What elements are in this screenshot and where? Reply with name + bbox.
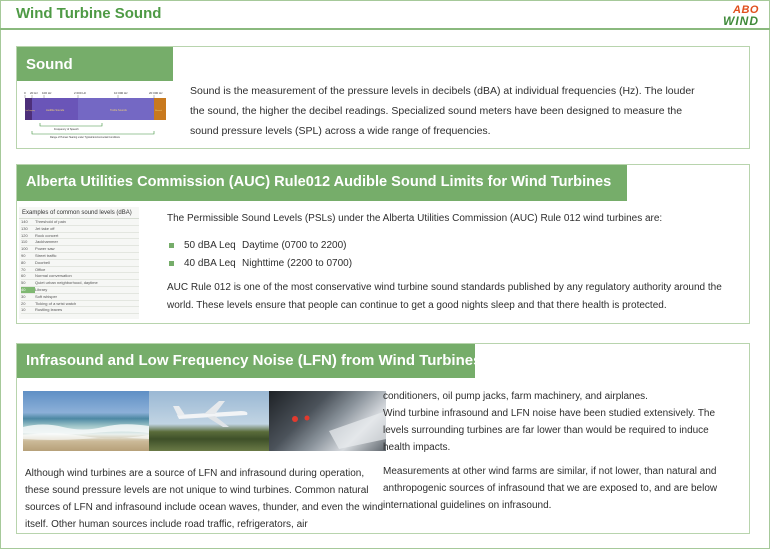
sound-level-db: 20	[21, 300, 35, 307]
limit-time: Daytime (0700 to 2200)	[242, 240, 347, 251]
infrasound-heading: Infrasound and Low Frequency Noise (LFN) from Wind Turbines	[26, 352, 482, 369]
sound-level-label: Office	[35, 266, 139, 273]
infrasound-photo-strip	[23, 391, 386, 451]
sound-level-row	[21, 246, 139, 253]
bullet-icon	[169, 261, 174, 266]
spectrum-hearing-label: Range of Human Hearing under Typical Environmental Conditions	[50, 136, 120, 139]
sound-frequency-spectrum-diagram	[22, 90, 168, 140]
sound-levels-title: Examples of common sound levels (dBA)	[19, 207, 139, 219]
sound-level-db: 100	[21, 246, 35, 253]
traffic-lights-graphic	[269, 391, 386, 451]
spectrum-band-low-frequency	[25, 98, 32, 120]
spectrum-band-label-ultrasound: Ultrasound	[155, 111, 162, 112]
ocean-waves-photo	[23, 391, 149, 451]
sound-level-row	[21, 307, 139, 314]
sound-level-db: 50	[21, 280, 35, 287]
airplane-icon	[149, 391, 269, 451]
sound-level-row	[21, 273, 139, 280]
infrasound-right-text-3: Measurements at other wind farms are similar, if not lower, than natural and anthropogenic sources of infrasound that we are exposed to, and are below international guidelines on infrasound.	[383, 466, 718, 511]
spectrum-band-label-treble: Treble Sounds	[110, 109, 127, 112]
sound-level-row	[21, 293, 139, 300]
wave-foam-graphic	[23, 391, 149, 451]
sound-section	[16, 46, 750, 149]
auc-rule-text: AUC Rule 012 is one of the most conservative wind turbine sound standards published by any regulatory authority around the world. These levels ensure that people can continue to get a good nights sleep and that there health is protected.	[167, 282, 722, 311]
sound-level-label: Normal conversation	[35, 273, 139, 280]
sound-levels-table	[19, 207, 139, 319]
sound-level-row	[21, 300, 139, 307]
sound-level-db: 110	[21, 239, 35, 246]
sound-heading-tab	[17, 47, 173, 81]
spectrum-band-label-audible: Audible Sounds	[46, 109, 65, 112]
auc-heading-tab	[17, 165, 627, 201]
page-header	[0, 0, 770, 30]
sound-level-label: Power saw	[35, 246, 139, 253]
sound-heading: Sound	[26, 56, 73, 73]
spectrum-band-ultrasound	[154, 98, 166, 120]
infrasound-left-text: Although wind turbines are a source of LFN and infrasound during operation, these sound pressure levels are not unique to wind turbines. Common natural sources of LFN and infrasound include ocean waves, thunder, and even the wind itself. Other human sources include road traffic, refrigerators, air	[25, 468, 384, 530]
sound-level-label: Doorbell	[35, 259, 139, 266]
sound-level-row	[21, 252, 139, 259]
spectrum-tick-0: 0	[24, 91, 26, 95]
sound-level-label: Threshold of pain	[35, 219, 139, 225]
sound-level-db: 60	[21, 273, 35, 280]
sound-level-row	[21, 266, 139, 273]
infrasound-right-text-2: Wind turbine infrasound and LFN noise have been studied extensively. The levels surrounding turbines are far lower than would be required to induce health impacts.	[383, 408, 716, 453]
sound-level-row	[21, 280, 139, 287]
sound-level-label: Rustling leaves	[35, 307, 139, 314]
sound-level-row	[21, 259, 139, 266]
spectrum-tick-2000hz: 2 000 Hz	[74, 91, 87, 95]
spectrum-tick-20000hz: 20 000 Hz	[149, 91, 163, 95]
infrasound-section	[16, 343, 750, 534]
sound-description: Sound is the measurement of the pressure levels in decibels (dBA) at individual frequencies (Hz). The louder the sound, the higher the decibel readings. Specialized sound meters have been designed to measure the sound pressure levels (SPL) across a wide range of frequencies.	[190, 85, 695, 137]
sound-level-db: 90	[21, 252, 35, 259]
spectrum-tick-10000hz: 10 000 Hz	[114, 91, 128, 95]
sound-level-db: 40	[21, 286, 35, 293]
sound-level-db: 10	[21, 307, 35, 314]
sound-level-label: Soft whisper	[35, 293, 139, 300]
airplane-photo	[149, 391, 269, 451]
sound-level-db: 130	[21, 225, 35, 232]
sound-level-db: 140	[21, 219, 35, 225]
sound-level-row	[21, 232, 139, 239]
abo-wind-logo	[713, 5, 759, 27]
sound-level-row	[21, 286, 139, 293]
sound-level-row	[21, 239, 139, 246]
logo-abo-text: ABO	[733, 4, 759, 16]
infrasound-heading-tab	[17, 344, 482, 378]
sound-level-label: Quiet urban neighborhood, daytime	[35, 280, 139, 287]
sound-level-label: Street traffic	[35, 252, 139, 259]
auc-section	[16, 164, 750, 324]
limit-level: 50 dBA Leq	[184, 240, 236, 251]
sound-level-db: 30	[21, 293, 35, 300]
auc-intro: The Permissible Sound Levels (PSLs) under the Alberta Utilities Commission (AUC) Rule 012 wind turbines are:	[167, 213, 663, 224]
sound-level-label: Jet take off	[35, 225, 139, 232]
auc-heading: Alberta Utilities Commission (AUC) Rule012 Audible Sound Limits for Wind Turbines	[26, 174, 612, 190]
spectrum-speech-bracket	[40, 123, 102, 126]
road-traffic-photo	[269, 391, 386, 451]
logo-wind-text: WIND	[723, 14, 759, 28]
sound-level-db: 120	[21, 232, 35, 239]
sound-level-label: Rock concert	[35, 232, 139, 239]
sound-level-row	[21, 225, 139, 232]
sound-level-label: Library	[35, 286, 139, 293]
sound-level-db: 70	[21, 266, 35, 273]
infrasound-right-text-1: conditioners, oil pump jacks, farm machinery, and airplanes.	[383, 391, 648, 402]
bullet-icon	[169, 243, 174, 248]
spectrum-tick-100hz: 100 Hz	[42, 91, 52, 95]
spectrum-tick-20hz: 20 Hz	[30, 91, 38, 95]
spectrum-hearing-bracket	[32, 131, 154, 134]
spectrum-speech-label: Frequency of Speech	[54, 128, 79, 131]
sound-level-label: Ticking of a wrist watch	[35, 300, 139, 307]
limit-level: 40 dBA Leq	[184, 258, 236, 269]
spectrum-band-label-low: Low Frequency	[25, 111, 36, 112]
sound-level-label: Jackhammer	[35, 239, 139, 246]
limit-time: Nighttime (2200 to 0700)	[242, 258, 353, 269]
page-title: Wind Turbine Sound	[16, 5, 162, 22]
sound-level-db: 80	[21, 259, 35, 266]
infrasound-right-column	[383, 388, 738, 514]
